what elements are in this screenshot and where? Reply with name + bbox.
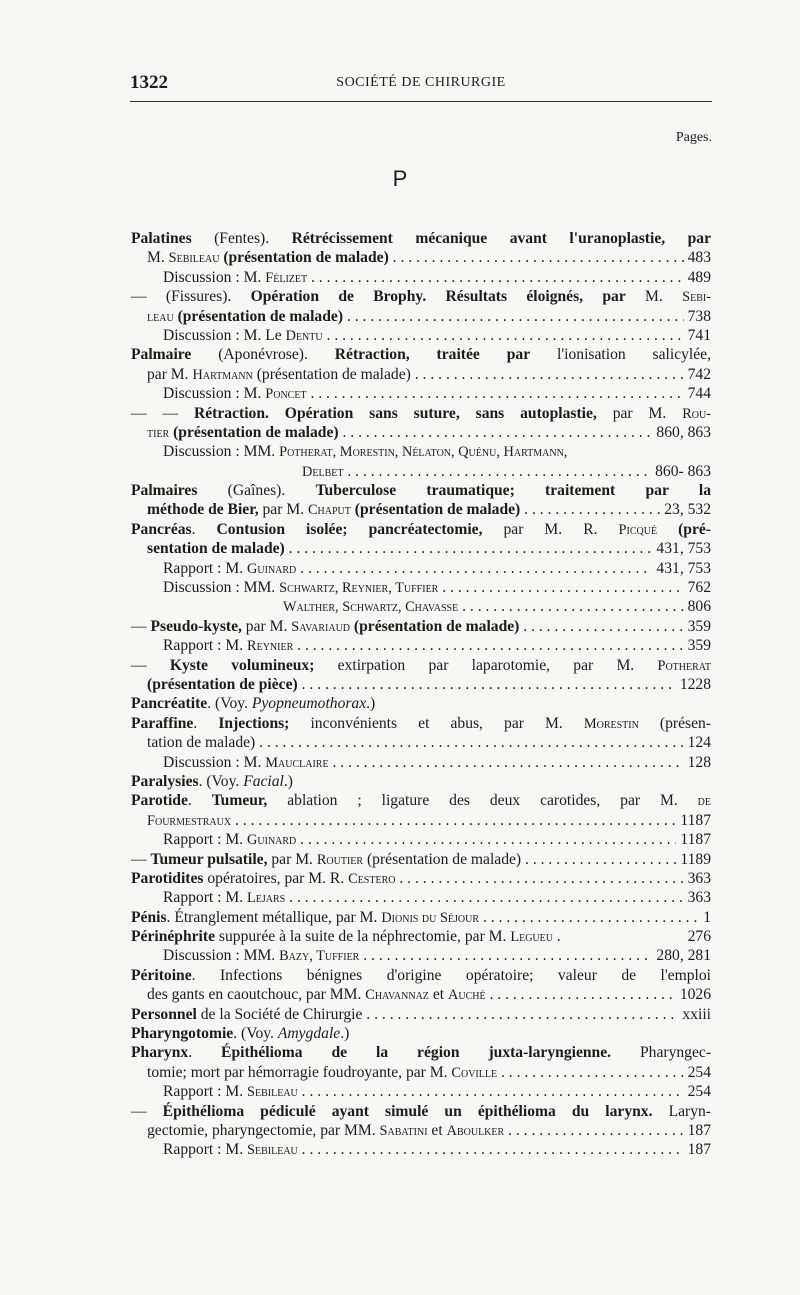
index-text-run: . Infections bénignes d'origine opératoire; valeur de l'emploi — [191, 966, 711, 984]
index-line-text — [163, 269, 711, 286]
index-text-run: Injections; — [218, 714, 290, 732]
page-reference: 742 — [684, 365, 711, 384]
index-text-run: (présen- — [638, 714, 712, 732]
index-text-run: Palmaire — [131, 346, 192, 364]
page-reference: 1026 — [676, 985, 711, 1004]
index-line — [131, 578, 711, 597]
index-text-run: Walther, Schwartz, Chavasse — [283, 599, 459, 616]
index-text-run: Rétrécissement mécanique avant l'uranoplastie, par — [291, 230, 711, 247]
index-line — [131, 1043, 711, 1062]
index-text-run: .) — [283, 772, 293, 790]
page-reference: 431, 753 — [652, 559, 711, 578]
index-text-run: Potherat — [657, 657, 711, 674]
index-text-run: par M. — [241, 617, 292, 635]
index-text-run: M. — [625, 288, 683, 306]
index-text-run: Pancréatite — [131, 695, 208, 713]
index-text-run: Dionis du Séjour — [381, 909, 480, 926]
index-text-run: Palatines — [131, 230, 192, 247]
index-line — [131, 481, 711, 500]
index-text-run: . — [188, 1044, 222, 1062]
index-line-text — [147, 734, 711, 751]
index-text-run: Picqué — [618, 521, 658, 538]
index-text-run: Tumeur pulsatile, — [150, 850, 268, 868]
index-text-run: Tuberculose traumatique; traitement par la — [315, 482, 711, 500]
index-text-run: . (Voy. — [207, 695, 252, 713]
index-line — [131, 946, 711, 965]
index-text-run: Pénis — [131, 908, 167, 926]
index-text-run: opératoires, par M. R. — [203, 869, 349, 887]
index-text-run: leau — [147, 308, 174, 325]
index-text-run: inconvénients et abus, par M. — [289, 714, 584, 732]
index-text-run: Palmaires — [131, 482, 198, 500]
index-line — [131, 850, 711, 869]
index-line-text — [131, 1103, 711, 1120]
index-text-run: Rapport : M. — [163, 831, 248, 849]
index-line — [131, 733, 711, 752]
index-text-run: par M. — [596, 404, 683, 422]
index-line-text — [131, 967, 711, 984]
index-line-text — [163, 831, 711, 848]
index-line — [131, 268, 711, 287]
index-line — [131, 500, 711, 519]
index-line-text — [131, 1025, 349, 1042]
index-text-run: M. — [147, 249, 169, 267]
index-text-run: (présentation de malade) — [350, 617, 520, 635]
index-line — [131, 1121, 711, 1140]
index-line — [131, 384, 711, 403]
index-line — [131, 791, 711, 810]
index-line — [131, 714, 711, 733]
page-reference: 860- 863 — [651, 462, 711, 481]
index-line-text — [163, 327, 711, 344]
page-reference: 280, 281 — [652, 946, 711, 965]
index-line — [131, 694, 711, 713]
index-line-text — [147, 986, 711, 1003]
index-line — [131, 908, 711, 927]
index-line-text — [131, 657, 711, 674]
page-reference: 187 — [684, 1140, 711, 1159]
index-text-run: Sebi- — [682, 289, 711, 306]
index-line — [131, 869, 711, 888]
index-text-run: (présentation de pièce) — [147, 675, 298, 693]
index-text-run: (Gaînes). — [197, 482, 316, 500]
index-text-run: Épithélioma pédiculé ayant simulé un épithélioma du larynx. — [162, 1102, 653, 1120]
page-reference: 187 — [684, 1121, 711, 1140]
index-line-text — [131, 230, 711, 247]
index-line-text — [147, 308, 711, 325]
page-reference: 744 — [684, 384, 711, 403]
index-text-run: suppurée à la suite de la néphrectomie, par M. — [215, 928, 511, 946]
index-text-run: (Aponévrose). — [191, 346, 335, 364]
index-line — [131, 656, 711, 675]
page-reference: 431, 753 — [652, 539, 711, 558]
index-text-run: . — [193, 714, 219, 732]
index-text-run: Rétraction, traitée par — [334, 346, 531, 364]
index-text-run: Personnel — [131, 1005, 197, 1023]
page-number: 1322 — [130, 72, 168, 93]
index-line-text — [147, 424, 711, 441]
index-text-run: . (Voy. — [198, 772, 244, 790]
page-reference: 254 — [684, 1063, 711, 1082]
index-line-text — [131, 792, 711, 809]
index-text-run: — (Fissures). — [131, 288, 251, 306]
index-text-run: Rétraction. Opération sans suture, sans autoplastie, — [194, 404, 597, 422]
index-line-text — [131, 1044, 711, 1061]
index-line — [131, 985, 711, 1004]
index-text-run: Chavannaz — [365, 987, 429, 1004]
page-reference: 359 — [684, 636, 711, 655]
index-text-run: Tumeur, — [211, 792, 268, 810]
index-text-run: Félizet — [265, 269, 308, 286]
index-line — [131, 1140, 711, 1159]
index-line — [131, 1024, 711, 1043]
index-text-run: Épithélioma de la région juxta-laryngienne. — [221, 1044, 612, 1062]
index-text-run: par M. R. — [482, 520, 619, 538]
index-text-run: gectomie, pharyngectomie, par MM. — [147, 1121, 380, 1139]
index-text-run: Routier — [316, 851, 364, 868]
index-line — [131, 1082, 711, 1101]
index-line — [131, 345, 711, 364]
index-line-text — [163, 947, 711, 964]
page-reference: 483 — [684, 248, 711, 267]
index-line-text — [131, 482, 711, 499]
index-text-run: Legueu — [510, 929, 553, 946]
index-text-run: Pharyngec- — [611, 1044, 712, 1062]
page-reference: 128 — [684, 753, 711, 772]
page-reference: 363 — [684, 888, 711, 907]
page-reference: 359 — [684, 617, 711, 636]
index-line — [131, 927, 711, 946]
index-text-run: . Étranglement métallique, par M. — [166, 908, 382, 926]
index-text-run: .) — [340, 1025, 350, 1043]
index-text-run: Pancréas — [131, 520, 192, 538]
index-line-text — [131, 870, 711, 887]
index-line-text — [131, 928, 561, 945]
index-text-run: Delbet — [302, 463, 344, 480]
index-line-text — [131, 695, 375, 712]
index-line — [131, 229, 711, 248]
index-text-run: Amygdale — [277, 1025, 341, 1043]
page-reference: 1187 — [676, 830, 711, 849]
index-text-run: — — — [131, 404, 194, 422]
index-text-run: Rapport : M. — [163, 1141, 248, 1159]
index-text-run: de la Société de Chirurgie — [196, 1005, 363, 1023]
page-reference: 124 — [684, 733, 711, 752]
index-text-run: Poncet — [265, 386, 307, 403]
index-text-run: (présentation de malade) — [173, 307, 344, 325]
index-text-run: (présentation de malade) — [252, 365, 411, 383]
index-text-run: Contusion isolée; pancréatectomie, — [216, 520, 483, 538]
index-line-text — [131, 1006, 711, 1023]
index-text-run: Auché — [447, 987, 486, 1004]
index-text-run: ablation ; ligature des deux carotides, par M. — [267, 792, 698, 810]
index-line — [131, 423, 711, 442]
index-line-text — [163, 754, 711, 771]
index-text-run: Discussion : M. — [163, 753, 266, 771]
index-text-run: de — [697, 793, 712, 810]
index-text-run: Paralysies — [131, 772, 199, 790]
index-text-run: (Fentes). — [191, 230, 292, 247]
index-text-run: Coville — [451, 1064, 498, 1081]
index-line-text — [131, 773, 293, 790]
index-line — [131, 539, 711, 558]
index-line — [131, 442, 711, 461]
index-text-run: . — [552, 928, 561, 946]
index-line-text — [163, 889, 711, 906]
index-line-text — [163, 443, 567, 460]
index-text-run: — — [131, 850, 151, 868]
page-header — [130, 72, 712, 102]
index-line-text — [163, 1083, 711, 1100]
index-text-run: Rapport : M. — [163, 889, 248, 907]
index-line — [131, 462, 711, 481]
index-line — [131, 772, 711, 791]
index-line — [131, 753, 711, 772]
index-line — [131, 520, 711, 539]
index-text-run: . — [187, 792, 212, 810]
index-text-run: des gants en caoutchouc, par MM. — [147, 986, 366, 1004]
index-text-run: tier — [147, 424, 170, 441]
index-line — [131, 1063, 711, 1082]
index-text-run: l'ionisation salicylée, — [530, 346, 711, 364]
index-text-run: Discussion : MM. — [163, 947, 280, 965]
index-text-run: par M. — [258, 501, 308, 519]
index-text-run: Pseudo-kyste, — [150, 617, 242, 635]
page-reference: 806 — [684, 597, 711, 616]
index-text-run: Schwartz, Reynier, Tuffier — [279, 580, 439, 597]
index-text-run: Sebileau — [247, 1084, 298, 1101]
page-reference: 489 — [684, 268, 711, 287]
index-text-run: Pharynx — [131, 1044, 189, 1062]
index-text-run: Parotidites — [131, 869, 204, 887]
index-text-run: Guinard — [247, 832, 297, 849]
index-text-run: Bazy, Tuffier — [279, 948, 360, 965]
index-text-run: Pyopneumothorax — [251, 695, 367, 713]
index-text-run: (pré- — [657, 520, 711, 538]
index-text-run: méthode de Bier, — [147, 501, 259, 519]
index-text-run: Cestero — [348, 870, 396, 887]
index-text-run: Facial — [243, 772, 284, 790]
index-line — [131, 675, 711, 694]
index-text-run: sentation de malade) — [147, 540, 285, 558]
index-text-run: (présentation de malade) — [169, 423, 339, 441]
index-line — [131, 307, 711, 326]
index-text-run: Discussion : M. Le — [163, 326, 286, 344]
index-text-run: (présentation de malade) — [350, 501, 521, 519]
index-text-run: Lejars — [247, 890, 286, 907]
index-text-run: Périnéphrite — [131, 928, 216, 946]
index-line-text — [147, 366, 711, 383]
index-text-run: Dentu — [285, 327, 323, 344]
index-text-run: — — [131, 656, 170, 674]
page-reference: 363 — [684, 869, 711, 888]
index-text-run: Guinard — [247, 560, 297, 577]
index-line — [131, 617, 711, 636]
index-line-text — [147, 540, 711, 557]
index-text-run: (présentation de malade) — [219, 249, 389, 267]
page-reference: 762 — [684, 578, 711, 597]
index-text-run: Discussion : M. — [163, 268, 266, 286]
index-line — [131, 888, 711, 907]
index-line-text — [147, 501, 711, 518]
index-text-run: — — [131, 1102, 163, 1120]
index-text-run: tomie; mort par hémorragie foudroyante, par M. — [147, 1063, 452, 1081]
index-line-text — [131, 618, 711, 635]
index-line-text — [163, 385, 711, 402]
index-text-run: Sabatini — [379, 1122, 428, 1139]
section-letter: P — [392, 166, 408, 191]
index-text-run: Savariaud — [291, 618, 351, 635]
index-text-run: .) — [366, 695, 376, 713]
index-text-run: Rapport : M. — [163, 637, 248, 655]
page-reference: 1 — [699, 908, 711, 927]
page-reference: 860, 863 — [652, 423, 711, 442]
index-text-run: — — [131, 617, 151, 635]
index-line — [131, 1005, 711, 1024]
index-line-text — [131, 288, 711, 305]
pages-column-label: Pages. — [675, 130, 712, 145]
index-line-text — [163, 637, 711, 654]
index-line-text — [147, 812, 711, 829]
index-line — [131, 365, 711, 384]
index-text-run: Fourmestraux — [147, 812, 232, 829]
index-line — [131, 830, 711, 849]
index-line-text — [163, 560, 711, 577]
index-line — [131, 559, 711, 578]
index-text-run: Pharyngotomie — [131, 1025, 234, 1043]
header-rule — [130, 101, 712, 102]
index-text-run: Discussion : MM. — [163, 579, 280, 597]
page-reference: xxiii — [678, 1005, 711, 1024]
index-text-run: Mauclaire — [265, 754, 329, 771]
page-reference: 23, 532 — [660, 500, 711, 519]
index-text-run: Morestin — [583, 715, 639, 732]
index-text-run: par M. — [267, 850, 317, 868]
index-line-text — [147, 1064, 711, 1081]
index-line — [131, 636, 711, 655]
index-line-text — [283, 598, 711, 615]
index-text-run: extirpation par laparotomie, par M. — [314, 656, 658, 674]
index-line-text — [163, 579, 711, 596]
index-text-run: Hartmann — [192, 366, 253, 383]
index-line-text — [131, 346, 711, 363]
index-text-run: et — [428, 986, 448, 1004]
index-text-run: Sebileau — [247, 1142, 298, 1159]
index-line — [131, 966, 711, 985]
index-text-run: Rapport : M. — [163, 559, 248, 577]
index-text-run: tation de malade) — [147, 734, 256, 752]
page-reference: 254 — [684, 1082, 711, 1101]
page-reference: 1189 — [676, 850, 711, 869]
index-text-run: Opération de Brophy. Résultats éloignés, par — [250, 288, 626, 306]
index-line — [131, 248, 711, 267]
index-text-run: . — [191, 520, 217, 538]
index-line-text — [131, 851, 711, 868]
index-text-run: Laryn- — [652, 1102, 711, 1120]
index-line-text — [131, 909, 711, 926]
index-line-text — [147, 676, 711, 693]
page-reference: 276 — [684, 927, 711, 946]
index-line — [131, 1102, 711, 1121]
index-line — [131, 404, 711, 423]
index-line — [131, 287, 711, 306]
index-line-text — [302, 463, 711, 480]
index-entries — [131, 229, 711, 1160]
index-text-run: Potherat, Morestin, Nélaton, Quénu, Hartmann, — [279, 444, 568, 461]
index-text-run: Kyste volumineux; — [169, 656, 315, 674]
index-text-run: Parotide — [131, 792, 188, 810]
index-line — [131, 326, 711, 345]
index-line — [131, 811, 711, 830]
index-text-run: Péritoine — [131, 966, 192, 984]
index-text-run: Rapport : M. — [163, 1083, 248, 1101]
index-line — [131, 597, 711, 616]
index-text-run: Rou- — [682, 405, 711, 422]
index-text-run: Aboulker — [446, 1122, 505, 1139]
index-line-text — [131, 405, 711, 422]
index-text-run: Sebileau — [168, 250, 220, 267]
index-line-text — [163, 1141, 711, 1158]
index-text-run: par M. — [147, 365, 193, 383]
page-reference: 1187 — [676, 811, 711, 830]
index-text-run: (présentation de malade) — [363, 850, 522, 868]
index-text-run: Discussion : M. — [163, 385, 266, 403]
page-reference: 741 — [684, 326, 711, 345]
index-text-run: et — [427, 1121, 447, 1139]
index-line-text — [131, 715, 711, 732]
index-text-run: . (Voy. — [233, 1025, 278, 1043]
index-text-run: Paraffine — [131, 714, 194, 732]
page-reference: 738 — [684, 307, 711, 326]
index-text-run: Reynier — [247, 638, 294, 655]
page-reference: 1228 — [676, 675, 711, 694]
index-line-text — [147, 1122, 711, 1139]
index-text-run: Discussion : MM. — [163, 443, 280, 461]
index-text-run: Chaput — [307, 502, 351, 519]
index-line-text — [131, 521, 711, 538]
index-line-text — [147, 249, 711, 266]
running-title: SOCIÉTÉ DE CHIRURGIE — [336, 75, 506, 90]
